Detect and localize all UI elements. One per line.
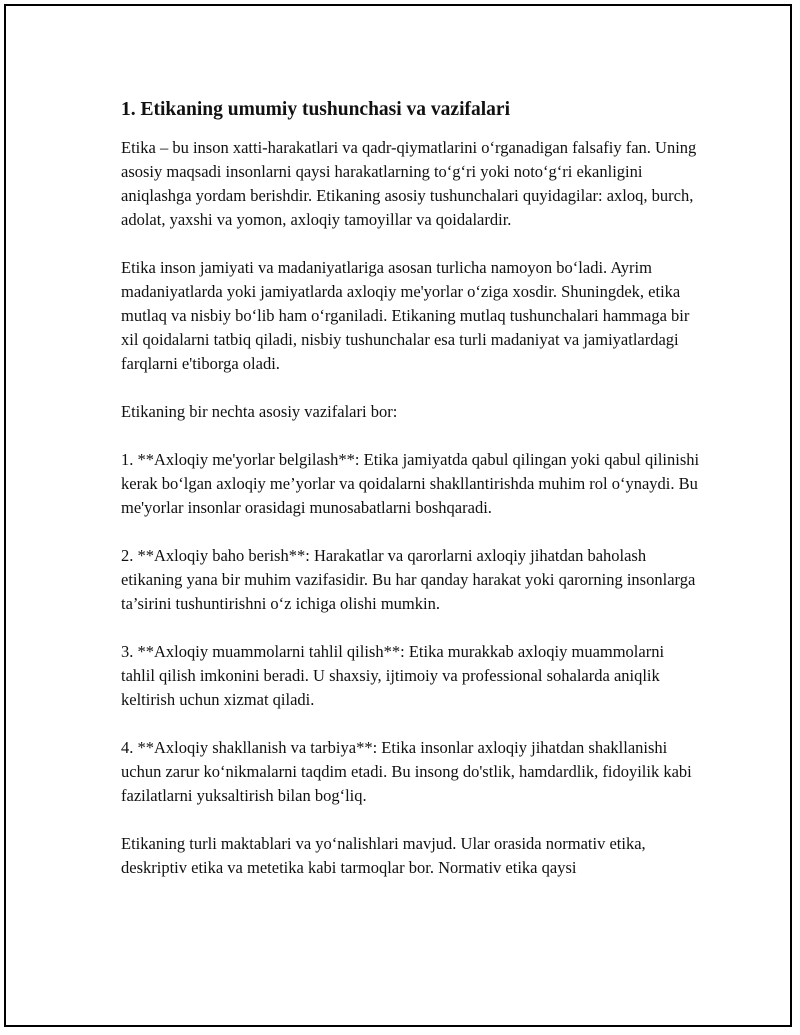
paragraph-function-3: 3. **Axloqiy muammolarni tahlil qilish**: Etika murakkab axloqiy muammolarni tahlil qilish imkonini beradi. U shaxsiy, ijtimoiy va professional sohalarda aniqlik keltirish uchun xizmat qiladi.	[121, 642, 665, 709]
paragraph-schools: Etikaning turli maktablari va yo‘nalishlari mavjud. Ular orasida normativ etika, deskriptiv etika va metetika kabi tarmoqlar bor. Normativ etika qaysi	[121, 834, 646, 877]
paragraph-function-2: 2. **Axloqiy baho berish**: Harakatlar va qarorlarni axloqiy jihatdan baholash etikaning yana bir muhim vazifasidir. Bu har qanday harakat yoki qarorning insonlarga ta’sirini tushuntirishni o‘z ichiga olishi mumkin.	[121, 546, 696, 613]
document-body	[121, 98, 701, 904]
paragraph-function-4: 4. **Axloqiy shakllanish va tarbiya**: Etika insonlar axloqiy jihatdan shakllanishi uchun zarur ko‘nikmalarni taqdim etadi. Bu insong do'stlik, hamdardlik, fidoyilik kabi fazilatlarni yuksaltirish bilan bog‘liq.	[121, 738, 692, 805]
paragraph-function-1: 1. **Axloqiy me'yorlar belgilash**: Etika jamiyatda qabul qilingan yoki qabul qilinishi kerak bo‘lgan axloqiy me’yorlar va qoidalarni shakllantirishda muhim rol o‘ynaydi. Bu me'yorlar insonlar orasidagi munosabatlarni boshqaradi.	[121, 450, 700, 517]
document-page	[4, 4, 792, 1027]
paragraph-functions-intro: Etikaning bir nechta asosiy vazifalari bor:	[121, 402, 398, 421]
section-heading: 1. Etikaning umumiy tushunchasi va vazifalari	[121, 99, 510, 120]
paragraph-culture: Etika inson jamiyati va madaniyatlariga asosan turlicha namoyon bo‘ladi. Ayrim madaniyatlarda yoki jamiyatlarda axloqiy me'yorlar o‘ziga xosdir. Shuningdek, etika mutlaq va nisbiy bo‘lib ham o‘rganiladi. Etikaning mutlaq tushunchalari hammaga bir xil qoidalarni tatbiq qiladi, nisbiy tushunchalar esa turli madaniyat va jamiyatlardagi farqlarni e'tiborga oladi.	[121, 258, 690, 373]
paragraph-intro: Etika – bu inson xatti-harakatlari va qadr-qiymatlarini o‘rganadigan falsafiy fan. Uning asosiy maqsadi insonlarni qaysi harakatlarning to‘g‘ri yoki noto‘g‘ri ekanligini aniqlashga yordam berishdir. Etikaning asosiy tushunchalari quyidagilar: axloq, burch, adolat, yaxshi va yomon, axloqiy tamoyillar va qoidalardir.	[121, 138, 697, 229]
